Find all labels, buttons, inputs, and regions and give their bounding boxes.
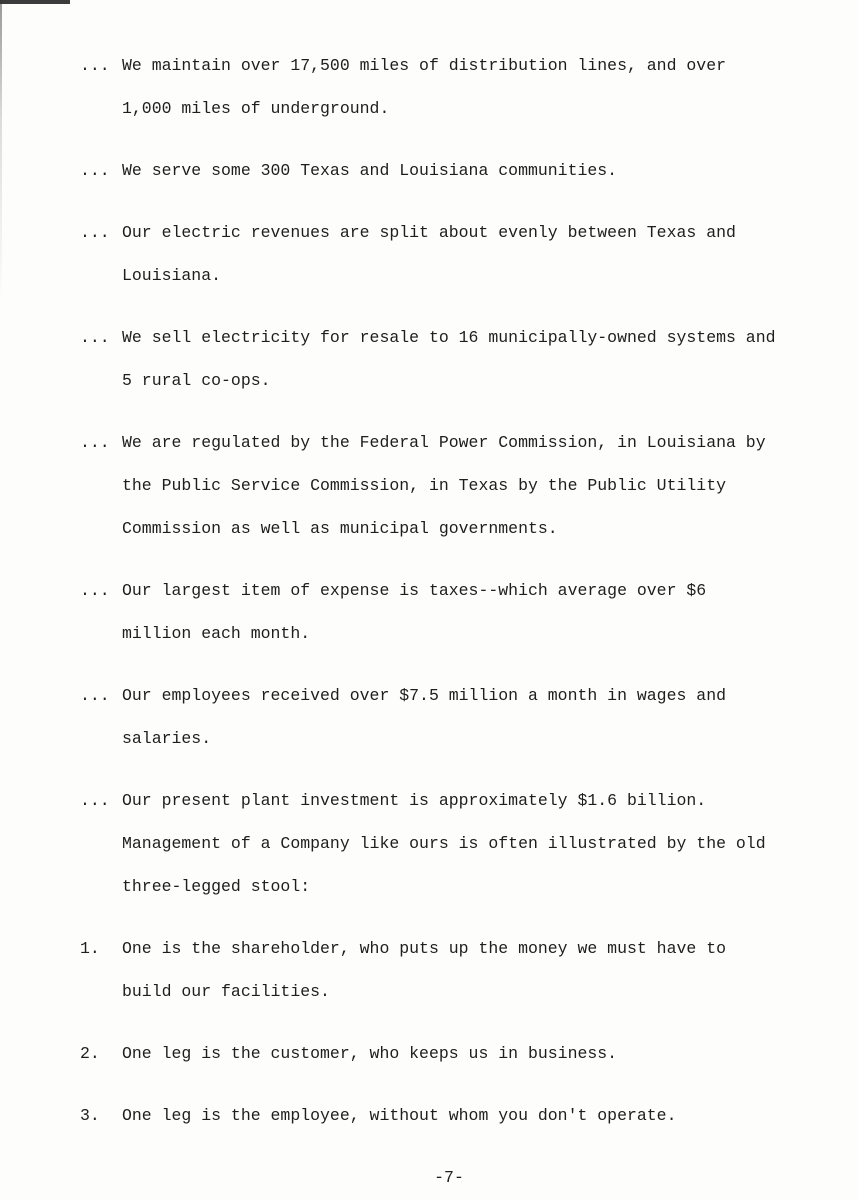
item-line: salaries. (122, 729, 212, 748)
list-item (80, 211, 818, 297)
item-marker: ... (80, 56, 110, 75)
item-line: million each month. (122, 624, 311, 643)
item-text (122, 421, 818, 550)
item-text (122, 316, 818, 402)
item-line: We serve some 300 Texas and Louisiana communities. (122, 161, 618, 180)
item-list (80, 44, 818, 1137)
item-line: We are regulated by the Federal Power Commission, in Louisiana by (122, 433, 766, 452)
item-line: One leg is the customer, who keeps us in business. (122, 1044, 618, 1063)
item-line: Management of a Company like ours is often illustrated by the old (122, 834, 766, 853)
item-text (122, 569, 818, 655)
list-item (80, 149, 818, 192)
list-item (80, 927, 818, 1013)
item-marker: ... (80, 223, 110, 242)
item-text (122, 211, 818, 297)
list-item (80, 779, 818, 908)
item-line: We maintain over 17,500 miles of distribution lines, and over (122, 56, 726, 75)
item-marker: ... (80, 686, 110, 705)
item-marker: ... (80, 581, 110, 600)
scan-artifact-top (0, 0, 70, 4)
item-marker: 2. (80, 1044, 100, 1063)
item-text (122, 927, 818, 1013)
item-marker: ... (80, 433, 110, 452)
scan-artifact-left (0, 0, 2, 1200)
item-marker: ... (80, 161, 110, 180)
list-item (80, 44, 818, 130)
list-item (80, 569, 818, 655)
item-line: We sell electricity for resale to 16 municipally-owned systems and (122, 328, 776, 347)
item-text (122, 779, 818, 908)
item-line: Our electric revenues are split about evenly between Texas and (122, 223, 736, 242)
list-item (80, 421, 818, 550)
item-line: build our facilities. (122, 982, 330, 1001)
item-line: the Public Service Commission, in Texas by the Public Utility (122, 476, 726, 495)
item-text (122, 674, 818, 760)
item-marker: ... (80, 328, 110, 347)
item-line: three-legged stool: (122, 877, 311, 896)
list-item (80, 316, 818, 402)
item-line: Commission as well as municipal governments. (122, 519, 558, 538)
page-number: -7- (434, 1168, 464, 1187)
item-line: Our present plant investment is approximately $1.6 billion. (122, 791, 707, 810)
item-text (122, 1094, 818, 1137)
item-marker: 1. (80, 939, 100, 958)
item-line: Our largest item of expense is taxes--which average over $6 (122, 581, 707, 600)
item-marker: 3. (80, 1106, 100, 1125)
list-item (80, 1032, 818, 1075)
item-line: Louisiana. (122, 266, 222, 285)
item-text (122, 1032, 818, 1075)
list-item (80, 1094, 818, 1137)
item-marker: ... (80, 791, 110, 810)
item-line: 1,000 miles of underground. (122, 99, 390, 118)
item-text (122, 44, 818, 130)
item-line: One leg is the employee, without whom you don't operate. (122, 1106, 677, 1125)
item-line: Our employees received over $7.5 million a month in wages and (122, 686, 726, 705)
item-line: One is the shareholder, who puts up the money we must have to (122, 939, 726, 958)
item-line: 5 rural co-ops. (122, 371, 271, 390)
item-text (122, 149, 818, 192)
list-item (80, 674, 818, 760)
